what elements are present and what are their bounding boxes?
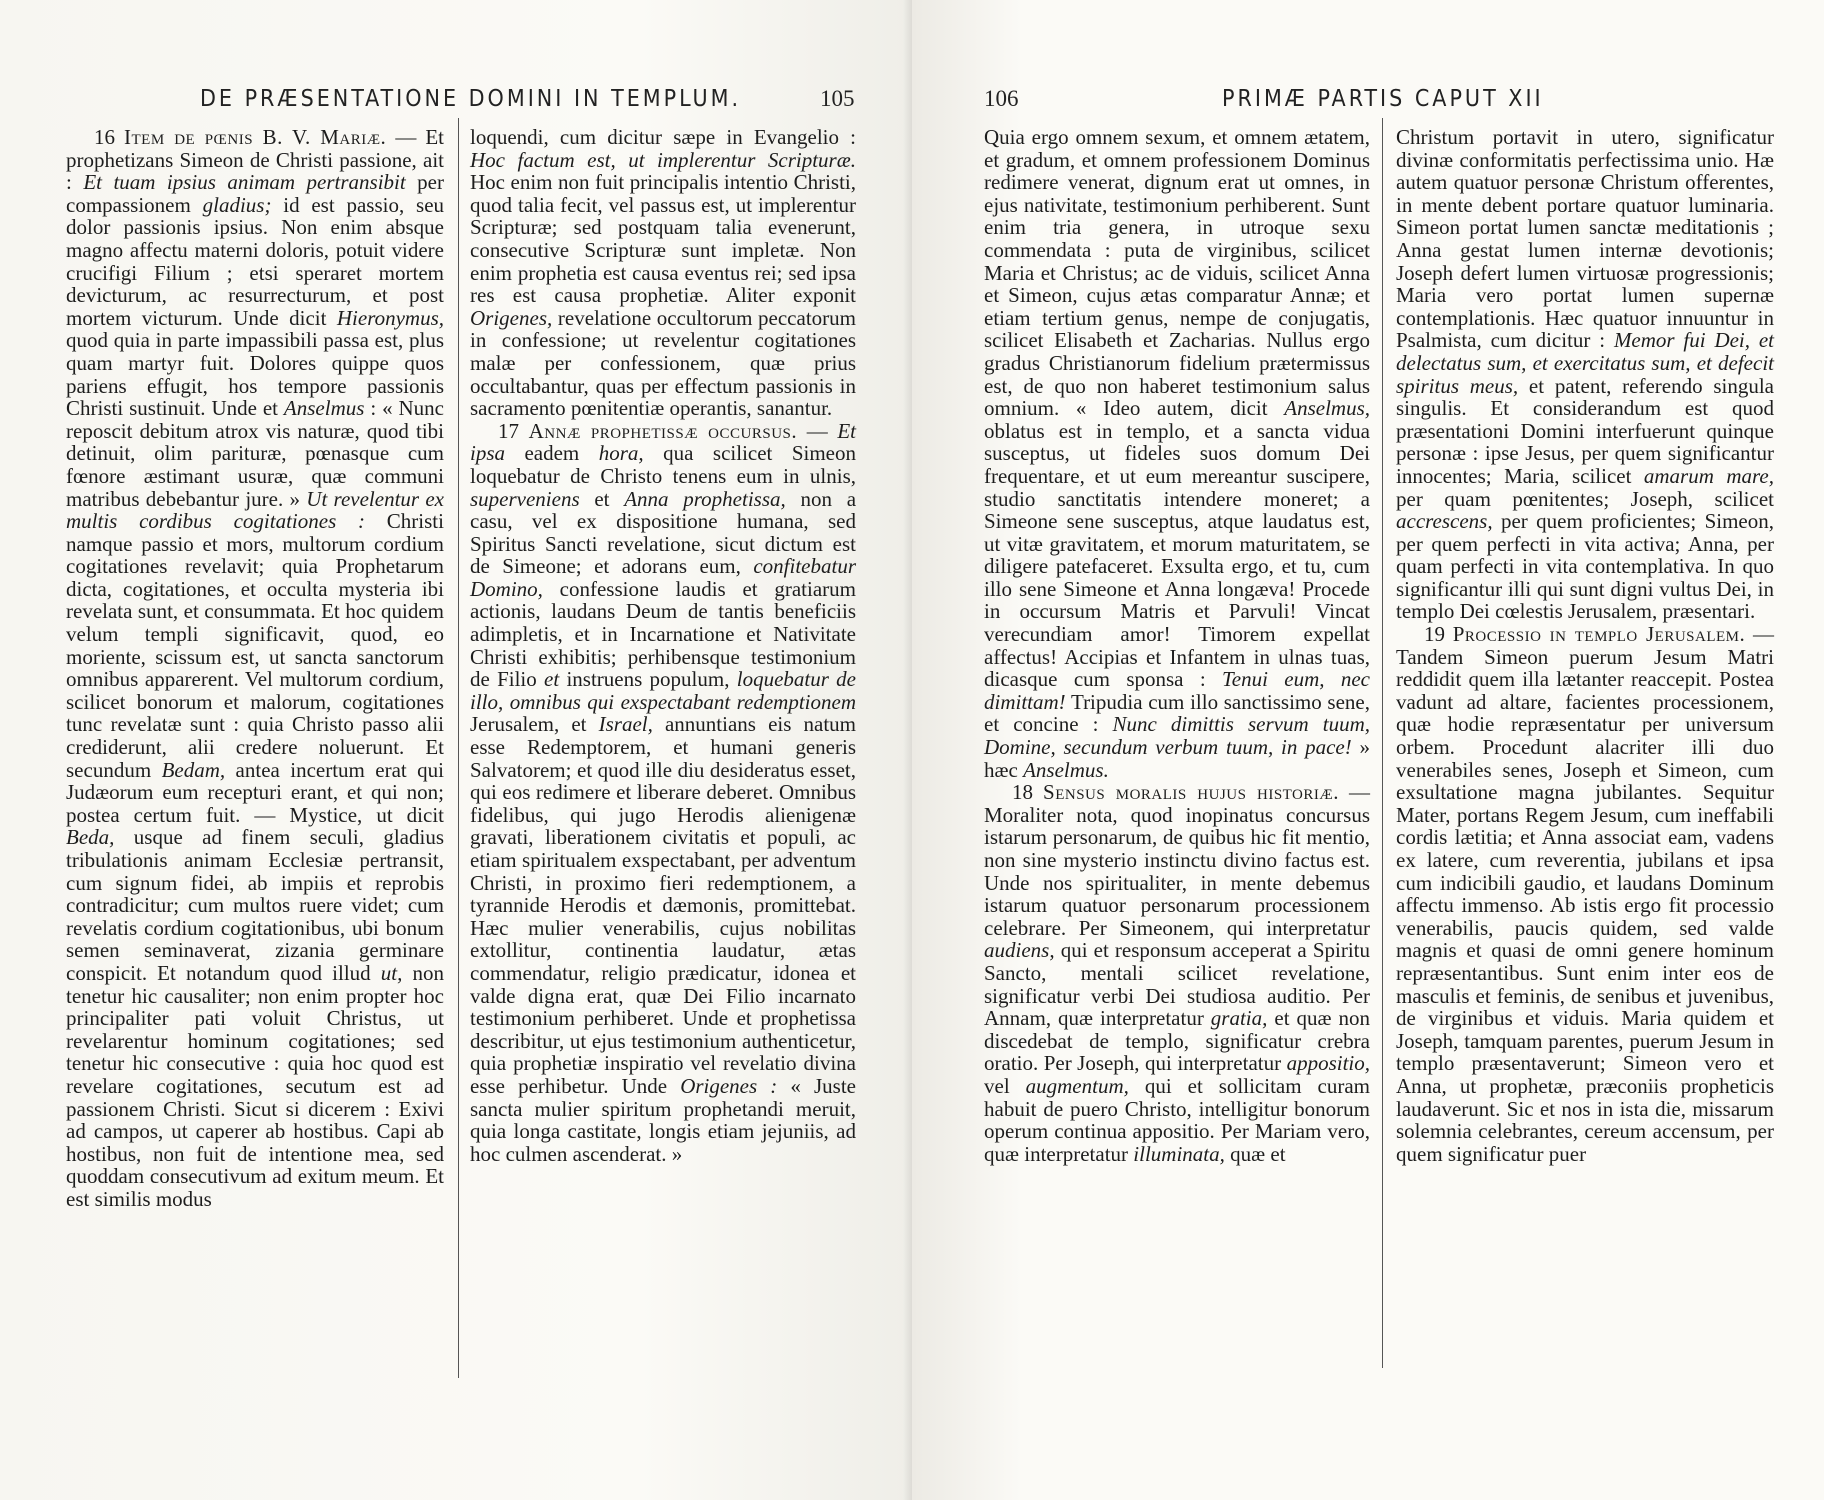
italic-quote: accrescens, xyxy=(1396,509,1493,534)
italic-quote: confitebatur Domino, xyxy=(470,554,856,601)
text-column xyxy=(1396,126,1774,1165)
right-page xyxy=(912,0,1824,1500)
italic-quote: Anselmus xyxy=(283,396,365,421)
italic-quote: loquebatur de illo, omnibus qui exspectabant redemptionem xyxy=(470,667,856,714)
text-column xyxy=(470,126,856,1165)
italic-quote: Anselmus. xyxy=(1023,757,1109,782)
body-text: et xyxy=(579,486,625,511)
body-text: qui et sollicitam curam habuit de puero Christo, intelligitur bonorum operum continua appositio. Per Mariam vero, quæ interpretatur xyxy=(984,1073,1371,1166)
italic-quote: Anna prophetissa, xyxy=(624,486,786,511)
italic-quote: Tenui eum, nec dimittam! xyxy=(984,667,1370,714)
column-rule xyxy=(458,118,459,1378)
italic-quote: hora, xyxy=(598,441,644,466)
section-title: Sensus moralis hujus historiæ. xyxy=(1043,780,1339,805)
italic-quote: Beda, xyxy=(66,825,115,850)
body-text: eadem xyxy=(505,441,599,466)
body-text: loquendi, cum dicitur sæpe in Evangelio : xyxy=(470,125,856,149)
body-text: — Tandem Simeon puerum Jesum Matri reddidit quem illa lætanter reaccepit. Postea vadunt ad altare, facientes processionem, quæ hodie repræsentatur per universum orbem. Procedunt alacriter illi duo venerabiles senes, Joseph et Simeon, cum exsultatione magna jubilantes. Sequitur Mater, portans Regem Jesum, cum ineffabili cordis lætitia; et Anna associat eam, vadens ex latere, cum reverentia, jubilans et ipsa cum indicibili gaudio, et laudans Dominum affectu immenso. Ab istis ergo fit processio venerabilis, paucis quidem, sed valde magnis et quasi de omni genere hominum repræsentantibus. Sunt enim inter eos de masculis et feminis, de senibus et juvenibus, de virginibus et viduis. Maria quidem et Joseph, tamquam parentes, puerum Jesum in templo præsentaverunt; Simeon vero et Anna, ut prophetæ, præconiis propheticis laudaverunt. Sic et nos in ista die, missarum solemnia celebrantes, cereum accensum, per quem significatur puer xyxy=(1396,622,1775,1166)
body-text: Quia ergo omnem sexum, et omnem ætatem, et gradum, et omnem professionem Dominus redimere venerat, dignum erat ut omnes, in ejus nativitate, testimonium perhiberent. Sunt enim tria genera, in utroque sexu commendata : puta de virginibus, scilicet Maria et Christus; ac de viduis, scilicet Anna et Simeon, cujus ætas comparatur Annæ; et etiam tertium genus, nempe de conjugatis, scilicet Elisabeth et Zacharias. Nullus ergo gradus Christianorum fidelium prætermissus est, de quo non haberet testimonium salus omnium. « Ideo autem, dicit xyxy=(984,125,1370,421)
body-text: Christi namque passio et mors, multorum cordium cogitationes revelavit; quia Prophetarum dicta, cogitationes, et occulta mysteria ibi revelata sunt, et consummata. Et hoc quidem velum templi significavit, quod, eo moriente, scissum est, ut sancta sanctorum omnibus apparerent. Vel multorum cordium, scilicet bonorum et malorum, cogitationes tunc revelatæ sunt : quia Christo passo alii crediderunt, alii credere noluerunt. Et secundum xyxy=(66,509,444,782)
italic-quote: superveniens xyxy=(470,486,580,511)
body-text: per quem proficientes; Simeon, per quem perfecti in vita activa; Anna, per quam perfecti in vita contemplativa. In quo significantur illi qui sunt digni vultus Dei, in templo Dei cœlestis Jerusalem, præsentari. xyxy=(1396,509,1774,624)
paragraph xyxy=(984,781,1370,1165)
italic-quote: Origenes : xyxy=(680,1073,778,1098)
italic-quote: Nunc dimittis servum tuum, Domine, secundum verbum tuum, in pace! xyxy=(984,712,1370,760)
italic-quote: Ut revelentur ex multis cordibus cogitationes : xyxy=(66,486,444,534)
italic-quote: Memor fui Dei, et delectatus sum, et exercitatus sum, et defecit spiritus meus, xyxy=(1396,328,1775,398)
body-text: instruens populum, xyxy=(559,667,737,692)
body-text: quod quia in parte impassibili passa est, plus quam martyr fuit. Dolores quippe quos pariens effugit, hos tempore passionis Christi sustinuit. Unde et xyxy=(66,328,444,421)
italic-quote: Et ipsa xyxy=(470,418,857,466)
body-text: — Et prophetizans Simeon de Christi passione, ait : xyxy=(66,125,445,195)
column-rule xyxy=(1382,118,1383,1368)
section-title: Item de pœnis B. V. Mariæ. xyxy=(124,125,387,149)
italic-quote: ut, xyxy=(380,960,403,985)
section-number: 17 xyxy=(498,418,529,443)
body-text: et quæ non discedebat de templo, significatur crebra oratio. Per Joseph, qui interpretatur xyxy=(984,1006,1370,1076)
section-title: Processio in templo Jerusalem. xyxy=(1452,622,1746,647)
body-text: : « Nunc reposcit debitum atrox vis naturæ, quod tibi detinuit, olim parituræ, pœnasque cum fœnore æstimant usuræ, quæ communi matribus debebantur jure. » xyxy=(66,396,444,511)
page-number: 105 xyxy=(820,86,855,111)
body-text: antea incertum erat qui Judæorum eum recepturi erant, et qui non; postea certum fuit. — Mystice, ut dicit xyxy=(66,757,444,827)
body-text: et patent, referendo singula singulis. Et considerandum est quod præsentationi Domini interfuerunt quinque personæ : ipse Jesus, per quem significantur innocentes; Maria, scilicet xyxy=(1396,373,1774,488)
body-text: Hoc enim non fuit principalis intentio Christi, quod talia fecit, vel passus est, ut implerentur Scripturæ; sed postquam talia evenerunt, consecutive Scripturæ sunt impletæ. Non enim prophetia est causa eventus rei; sed ipsa res est causa prophetiæ. Aliter exponit xyxy=(470,170,856,308)
paragraph xyxy=(984,126,1370,781)
body-text: confessione laudis et gratiarum actionis, laudans Deum de tantis beneficiis adimpletis, et in Incarnatione et Nativitate Christi exhibitis; perhibensque testimonium de Filio xyxy=(470,576,856,692)
italic-quote: augmentum, xyxy=(1025,1073,1129,1098)
paragraph xyxy=(1396,126,1774,623)
body-text: usque ad finem seculi, gladius tribulationis animam Ecclesiæ pertransit, cum signum fidei, ab impiis et reprobis contradicitur; cum multos ruere videt; cum revelatis cordium cogitationibus, ubi bonum semen seminaverat, zizania germinare conspicit. Et notandum quod illud xyxy=(66,825,444,985)
italic-quote: amarum mare, xyxy=(1643,463,1774,488)
section-title: Annæ prophetissæ occursus. xyxy=(528,418,798,443)
text-column xyxy=(984,126,1370,1165)
italic-quote: Origenes, xyxy=(470,305,553,330)
section-number: 18 xyxy=(1012,780,1044,805)
italic-quote: Hieronymus, xyxy=(336,305,444,330)
italic-quote: Hoc factum est, ut implerentur Scripturæ. xyxy=(470,147,856,172)
body-text: non a casu, vel ex dispositione humana, sed Spiritus Sancti revelatione, sicut dictum est de Simeone; et adorans eum, xyxy=(470,486,857,579)
body-text: Christum portavit in utero, significatur divinæ conformitatis perfectissima unio. Hæ autem quatuor personæ Christum offerentes, in mente debent portare quatuor luminaria. Simeon portat lumen sanctæ meditationis ; Anna gestat lumen internæ devotionis; Joseph defert lumen virtuosæ progressionis; Maria vero portat lumen supernæ contemplationis. Hæc quatuor innuuntur in Psalmista, cum dicitur : xyxy=(1396,125,1774,353)
italic-quote: Et tuam ipsius animam pertransibit xyxy=(83,170,406,195)
body-text: qua scilicet Simeon loquebatur de Christo tenens eum in ulnis, xyxy=(470,441,857,488)
italic-quote: audiens, xyxy=(984,938,1055,963)
body-text: vel xyxy=(984,1073,1026,1098)
body-text: revelatione occultorum peccatorum in confessione; ut revelentur cogitationes malæ per confessionem, quæ prius occultabantur, quas per effectum passionis in sacramento pœnitentiæ operantis, sanantur. xyxy=(470,305,856,421)
body-text: — xyxy=(797,418,838,443)
text-column xyxy=(66,126,444,1211)
body-text: » hæc xyxy=(984,735,1370,782)
body-text: per compassionem xyxy=(66,170,444,217)
italic-quote: Bedam, xyxy=(161,757,226,782)
paragraph xyxy=(470,126,856,420)
body-text: per quam pœnitentes; Joseph, scilicet xyxy=(1396,486,1774,511)
body-text: qui et responsum acceperat a Spiritu Sancto, mentali scilicet revelatione, significatur verbi Dei studiosa auditio. Per Annam, quæ interpretatur xyxy=(984,938,1370,1031)
paragraph xyxy=(1396,623,1774,1165)
section-number: 16 xyxy=(94,125,125,149)
paragraph xyxy=(66,126,444,1211)
body-text: — Moraliter nota, quod inopinatus concursus istarum personarum, de quibus hic fit mentio, non sine mysterio instinctu divino factus est. Unde nos spiritualiter, in mente debemus istarum quatuor personarum processionem celebrare. Per Simeonem, qui interpretatur xyxy=(984,780,1371,940)
body-text: id est passio, seu dolor passionis ipsius. Non enim absque magno affectu materni doloris, potuit videre crucifigi Filium ; etsi speraret mortem devicturum, ac resurrecturum, et post mortem victurum. Unde dicit xyxy=(66,192,445,330)
paragraph xyxy=(470,420,856,1166)
body-text: oblatus est in templo, et a sancta vidua susceptus, ut fideles suos domum Dei frequentare, et ut eum mereantur suscipere, studio sanctitatis intendere moneret; a Simeone sene susceptus, atque laudatus est, ut vitæ gravitatem, et morum maturitatem, se diligere patefaceret. Exsulta ergo, et tu, cum illo sene Simeone et Anna longæva! Procede in occursum Matris et Parvuli! Vincat verecundiam amor! Timorem expellat affectus! Accipias et Infantem in ulnas tuas, dicasque cum sponsa : xyxy=(984,418,1370,692)
running-head: DE PRÆSENTATIONE DOMINI IN TEMPLUM. xyxy=(200,86,742,112)
italic-quote: Anselmus, xyxy=(1284,396,1370,421)
body-text: annuntians eis natum esse Redemptorem, et humani generis Salvatorem; et quod ille diu desideratus esset, qui eos redimere et liberare deberet. Omnibus fidelibus, qui jugo Herodis alienigenæ gravati, liberationem civitatis et populi, ac etiam spiritualem exspectabant, per adventum Christi, in proximo fieri redemptionem, a tyrannide Herodis et dæmonis, promittebat. Hæc mulier venerabilis, cujus nobilitas extollitur, continentia laudatur, ætas commendatur, religio prædicatur, idonea et valde digna erat, quæ Dei Filio incarnato testimonium perhiberet. Unde et prophetissa describitur, ut ejus testimonium authenticetur, quia prophetiæ inspiratio vel revelatio divina esse perhibetur. Unde xyxy=(470,712,856,1098)
italic-quote: gladius; xyxy=(202,192,272,217)
italic-quote: appositio, xyxy=(1286,1051,1370,1076)
body-text: non tenetur hic causaliter; non enim propter hoc principaliter pati voluit Christus, ut revelarentur hominum cogitationes; sed tenetur hic consecutive : quia hoc quod est revelare cogitationes, secutum est ad passionem Christi. Sicut si dicerem : Exivi ad campos, ut caperer ab hostibus. Capi ab hostibus, non fuit de intentione mea, sed quoddam consecutivum ad exitum meum. Et est similis modus xyxy=(66,960,445,1211)
body-text: Jerusalem, et xyxy=(470,712,599,737)
italic-quote: et xyxy=(544,667,560,692)
page-number: 106 xyxy=(984,86,1019,111)
body-text: quæ et xyxy=(1224,1141,1286,1166)
body-text: Tripudia cum illo sanctissimo sene, et concine : xyxy=(984,689,1370,737)
italic-quote: gratia, xyxy=(1210,1006,1268,1031)
body-text: « Juste sancta mulier spiritum prophetandi meruit, quia longa castitate, longis etiam jejuniis, ad hoc culmen ascenderat. » xyxy=(470,1073,856,1166)
running-head: PRIMÆ PARTIS CAPUT XII xyxy=(1222,86,1544,112)
italic-quote: Israel, xyxy=(598,712,653,737)
section-number: 19 xyxy=(1424,622,1453,647)
italic-quote: illuminata, xyxy=(1133,1141,1225,1166)
